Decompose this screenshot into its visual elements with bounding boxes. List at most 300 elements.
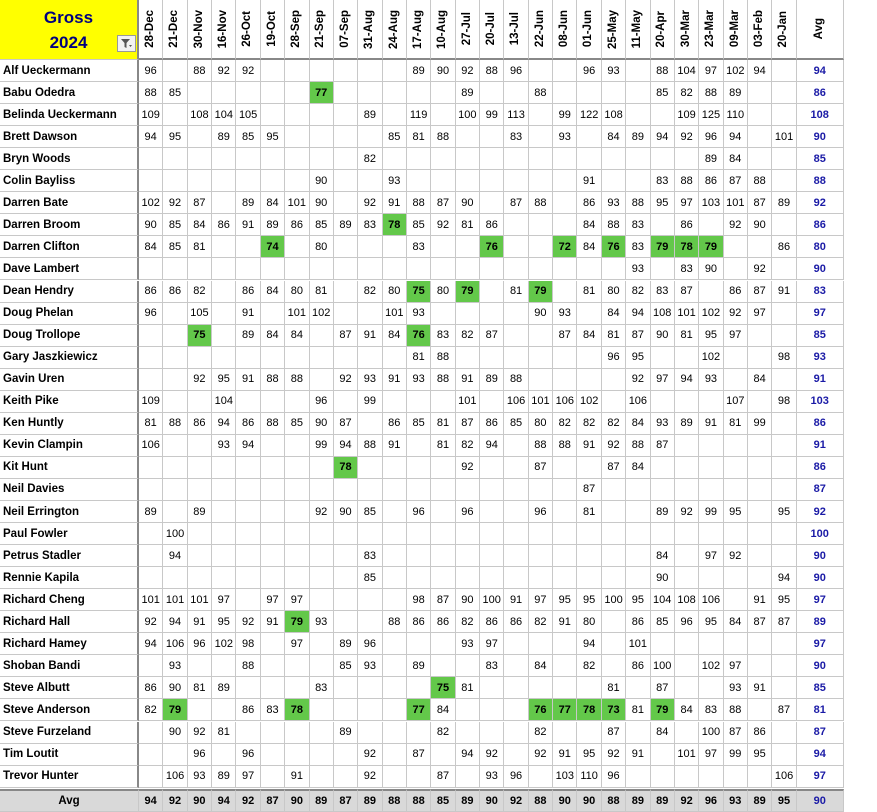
score-cell[interactable]: 84 xyxy=(626,457,650,479)
score-cell-highlight[interactable]: 77 xyxy=(407,699,431,721)
score-cell[interactable] xyxy=(310,589,334,611)
score-cell[interactable]: 91 xyxy=(577,170,601,192)
score-cell[interactable] xyxy=(358,611,382,633)
score-cell[interactable] xyxy=(577,677,601,699)
score-cell-highlight[interactable]: 76 xyxy=(602,236,626,258)
score-cell[interactable]: 92 xyxy=(358,766,382,788)
score-cell[interactable] xyxy=(163,479,187,501)
score-cell[interactable] xyxy=(456,170,480,192)
score-cell[interactable] xyxy=(480,347,504,369)
score-cell[interactable] xyxy=(261,545,285,567)
score-cell[interactable]: 94 xyxy=(626,303,650,325)
score-cell[interactable] xyxy=(334,126,358,148)
score-cell[interactable]: 89 xyxy=(407,655,431,677)
score-cell[interactable]: 97 xyxy=(724,655,748,677)
score-cell[interactable] xyxy=(651,744,675,766)
score-cell[interactable] xyxy=(212,303,236,325)
score-cell[interactable] xyxy=(431,655,455,677)
score-cell[interactable] xyxy=(577,722,601,744)
score-cell[interactable]: 85 xyxy=(651,611,675,633)
score-cell[interactable]: 88 xyxy=(188,60,212,82)
score-cell[interactable]: 93 xyxy=(310,611,334,633)
score-cell[interactable]: 88 xyxy=(699,82,723,104)
score-cell[interactable] xyxy=(310,347,334,369)
score-cell[interactable]: 82 xyxy=(553,413,577,435)
score-cell[interactable] xyxy=(431,744,455,766)
score-cell[interactable] xyxy=(724,766,748,788)
score-cell[interactable] xyxy=(553,60,577,82)
score-cell[interactable]: 87 xyxy=(529,457,553,479)
score-cell[interactable]: 82 xyxy=(529,722,553,744)
score-cell[interactable] xyxy=(188,126,212,148)
score-cell[interactable] xyxy=(626,479,650,501)
score-cell[interactable]: 80 xyxy=(431,281,455,303)
player-avg[interactable]: 86 xyxy=(797,413,844,435)
date-header[interactable] xyxy=(383,0,407,60)
score-cell[interactable] xyxy=(504,82,528,104)
score-cell[interactable] xyxy=(699,281,723,303)
score-cell[interactable] xyxy=(577,258,601,280)
score-cell[interactable] xyxy=(334,479,358,501)
score-cell[interactable] xyxy=(310,60,334,82)
score-cell[interactable] xyxy=(310,479,334,501)
score-cell[interactable] xyxy=(480,545,504,567)
score-cell[interactable] xyxy=(188,258,212,280)
score-cell[interactable]: 88 xyxy=(358,435,382,457)
player-name[interactable]: Trevor Hunter xyxy=(0,766,139,788)
score-cell[interactable] xyxy=(748,766,772,788)
score-cell[interactable] xyxy=(577,369,601,391)
score-cell[interactable]: 81 xyxy=(504,281,528,303)
score-cell[interactable]: 97 xyxy=(480,633,504,655)
score-cell[interactable]: 84 xyxy=(139,236,163,258)
score-cell[interactable]: 101 xyxy=(772,126,796,148)
score-cell[interactable] xyxy=(529,369,553,391)
score-cell[interactable]: 82 xyxy=(456,325,480,347)
score-cell[interactable] xyxy=(261,82,285,104)
score-cell[interactable] xyxy=(163,325,187,347)
player-avg[interactable]: 103 xyxy=(797,391,844,413)
score-cell[interactable]: 84 xyxy=(431,699,455,721)
score-cell[interactable] xyxy=(602,567,626,589)
score-cell[interactable] xyxy=(236,148,260,170)
score-cell[interactable]: 101 xyxy=(675,744,699,766)
score-cell[interactable]: 81 xyxy=(188,236,212,258)
score-cell[interactable]: 97 xyxy=(212,589,236,611)
score-cell[interactable] xyxy=(577,457,601,479)
score-cell[interactable] xyxy=(236,567,260,589)
score-cell[interactable] xyxy=(724,479,748,501)
score-cell-highlight[interactable]: 79 xyxy=(456,281,480,303)
score-cell[interactable]: 83 xyxy=(626,236,650,258)
score-cell[interactable]: 86 xyxy=(577,192,601,214)
score-cell[interactable] xyxy=(334,611,358,633)
score-cell[interactable] xyxy=(261,391,285,413)
score-cell[interactable]: 92 xyxy=(529,744,553,766)
score-cell[interactable]: 94 xyxy=(577,633,601,655)
score-cell[interactable]: 86 xyxy=(699,170,723,192)
score-cell[interactable]: 93 xyxy=(407,369,431,391)
score-cell[interactable]: 86 xyxy=(675,214,699,236)
score-cell[interactable] xyxy=(431,391,455,413)
score-cell[interactable]: 89 xyxy=(699,148,723,170)
score-cell[interactable] xyxy=(261,170,285,192)
score-cell[interactable] xyxy=(358,82,382,104)
score-cell[interactable] xyxy=(407,722,431,744)
score-cell[interactable]: 92 xyxy=(358,744,382,766)
score-cell-highlight[interactable]: 78 xyxy=(285,699,309,721)
score-cell[interactable] xyxy=(699,766,723,788)
score-cell[interactable] xyxy=(383,766,407,788)
score-cell[interactable]: 94 xyxy=(651,126,675,148)
score-cell[interactable] xyxy=(772,104,796,126)
score-cell[interactable]: 91 xyxy=(748,677,772,699)
score-cell[interactable] xyxy=(334,170,358,192)
score-cell[interactable]: 89 xyxy=(407,60,431,82)
score-cell[interactable]: 85 xyxy=(310,214,334,236)
score-cell[interactable]: 119 xyxy=(407,104,431,126)
score-cell[interactable] xyxy=(261,633,285,655)
player-name[interactable]: Neil Davies xyxy=(0,479,139,501)
score-cell[interactable] xyxy=(699,523,723,545)
score-cell[interactable]: 88 xyxy=(504,369,528,391)
score-cell[interactable] xyxy=(504,435,528,457)
score-cell[interactable]: 106 xyxy=(504,391,528,413)
score-cell[interactable]: 91 xyxy=(236,303,260,325)
score-cell[interactable] xyxy=(748,699,772,721)
score-cell[interactable] xyxy=(261,744,285,766)
score-cell[interactable] xyxy=(285,347,309,369)
score-cell[interactable]: 93 xyxy=(163,655,187,677)
score-cell[interactable] xyxy=(236,501,260,523)
player-name[interactable]: Keith Pike xyxy=(0,391,139,413)
score-cell[interactable] xyxy=(748,501,772,523)
player-avg[interactable]: 89 xyxy=(797,611,844,633)
score-cell[interactable] xyxy=(212,545,236,567)
score-cell[interactable]: 88 xyxy=(261,369,285,391)
player-name[interactable]: Bryn Woods xyxy=(0,148,139,170)
score-cell[interactable] xyxy=(188,347,212,369)
score-cell[interactable] xyxy=(261,479,285,501)
date-header[interactable] xyxy=(139,0,163,60)
score-cell[interactable]: 92 xyxy=(480,744,504,766)
score-cell[interactable] xyxy=(285,104,309,126)
score-cell[interactable] xyxy=(383,457,407,479)
score-cell[interactable]: 81 xyxy=(602,325,626,347)
score-cell[interactable]: 87 xyxy=(334,325,358,347)
score-cell-highlight[interactable]: 75 xyxy=(431,677,455,699)
score-cell[interactable] xyxy=(772,744,796,766)
score-cell[interactable] xyxy=(602,369,626,391)
score-cell[interactable] xyxy=(236,170,260,192)
player-avg[interactable]: 90 xyxy=(797,545,844,567)
score-cell[interactable]: 92 xyxy=(675,126,699,148)
score-cell[interactable]: 89 xyxy=(334,722,358,744)
score-cell[interactable]: 86 xyxy=(480,611,504,633)
score-cell[interactable] xyxy=(212,148,236,170)
score-cell[interactable]: 101 xyxy=(139,589,163,611)
score-cell[interactable] xyxy=(529,148,553,170)
score-cell[interactable]: 93 xyxy=(553,303,577,325)
score-cell[interactable]: 81 xyxy=(431,435,455,457)
score-cell[interactable] xyxy=(626,567,650,589)
score-cell[interactable] xyxy=(748,82,772,104)
score-cell[interactable]: 88 xyxy=(724,699,748,721)
score-cell[interactable]: 95 xyxy=(212,611,236,633)
date-header[interactable] xyxy=(407,0,431,60)
score-cell[interactable] xyxy=(748,479,772,501)
score-cell-highlight[interactable]: 78 xyxy=(334,457,358,479)
score-cell[interactable] xyxy=(577,148,601,170)
score-cell[interactable]: 95 xyxy=(626,589,650,611)
score-cell[interactable]: 90 xyxy=(310,170,334,192)
score-cell[interactable] xyxy=(139,170,163,192)
score-cell[interactable]: 113 xyxy=(504,104,528,126)
score-cell[interactable] xyxy=(261,722,285,744)
player-name[interactable]: Doug Phelan xyxy=(0,303,139,325)
score-cell[interactable] xyxy=(456,699,480,721)
score-cell[interactable]: 96 xyxy=(602,766,626,788)
score-cell[interactable]: 89 xyxy=(651,501,675,523)
score-cell[interactable]: 91 xyxy=(188,611,212,633)
score-cell[interactable] xyxy=(407,258,431,280)
score-cell[interactable]: 86 xyxy=(236,413,260,435)
score-cell[interactable]: 82 xyxy=(626,281,650,303)
score-cell[interactable] xyxy=(334,82,358,104)
date-header[interactable] xyxy=(261,0,285,60)
score-cell[interactable] xyxy=(529,258,553,280)
score-cell[interactable] xyxy=(651,523,675,545)
score-cell[interactable] xyxy=(602,633,626,655)
score-cell[interactable] xyxy=(310,325,334,347)
score-cell[interactable]: 85 xyxy=(163,214,187,236)
score-cell[interactable]: 83 xyxy=(261,699,285,721)
score-cell[interactable] xyxy=(675,347,699,369)
score-cell[interactable]: 87 xyxy=(772,611,796,633)
date-header[interactable] xyxy=(163,0,187,60)
score-cell[interactable]: 92 xyxy=(334,369,358,391)
score-cell[interactable]: 93 xyxy=(383,170,407,192)
score-cell[interactable]: 84 xyxy=(651,545,675,567)
score-cell[interactable] xyxy=(163,170,187,192)
score-cell[interactable] xyxy=(139,523,163,545)
player-avg[interactable]: 100 xyxy=(797,523,844,545)
score-cell[interactable] xyxy=(139,347,163,369)
score-cell[interactable] xyxy=(626,82,650,104)
score-cell[interactable]: 80 xyxy=(383,281,407,303)
score-cell[interactable]: 105 xyxy=(188,303,212,325)
score-cell[interactable] xyxy=(626,60,650,82)
score-cell[interactable]: 92 xyxy=(212,60,236,82)
score-cell[interactable] xyxy=(602,258,626,280)
score-cell[interactable] xyxy=(504,479,528,501)
score-cell[interactable] xyxy=(504,633,528,655)
score-cell[interactable]: 84 xyxy=(285,325,309,347)
score-cell[interactable] xyxy=(577,82,601,104)
score-cell[interactable] xyxy=(504,236,528,258)
score-cell[interactable]: 97 xyxy=(651,369,675,391)
score-cell[interactable] xyxy=(358,413,382,435)
score-cell[interactable] xyxy=(456,303,480,325)
score-cell[interactable] xyxy=(553,633,577,655)
score-cell[interactable] xyxy=(529,236,553,258)
score-cell[interactable]: 87 xyxy=(724,722,748,744)
score-cell[interactable] xyxy=(529,523,553,545)
score-cell[interactable] xyxy=(504,567,528,589)
score-cell[interactable]: 100 xyxy=(602,589,626,611)
score-cell[interactable] xyxy=(139,258,163,280)
score-cell[interactable]: 84 xyxy=(651,722,675,744)
score-cell[interactable] xyxy=(383,744,407,766)
score-cell[interactable]: 85 xyxy=(358,567,382,589)
score-cell[interactable] xyxy=(383,722,407,744)
score-cell[interactable]: 80 xyxy=(285,281,309,303)
score-cell[interactable]: 84 xyxy=(529,655,553,677)
score-cell[interactable] xyxy=(212,347,236,369)
score-cell[interactable]: 91 xyxy=(261,611,285,633)
score-cell[interactable] xyxy=(626,104,650,126)
score-cell[interactable] xyxy=(626,722,650,744)
score-cell[interactable] xyxy=(504,170,528,192)
score-cell[interactable] xyxy=(553,457,577,479)
score-cell[interactable]: 102 xyxy=(699,655,723,677)
score-cell[interactable] xyxy=(383,60,407,82)
score-cell[interactable] xyxy=(529,567,553,589)
score-cell[interactable]: 84 xyxy=(577,325,601,347)
score-cell[interactable] xyxy=(261,655,285,677)
score-cell[interactable]: 88 xyxy=(626,435,650,457)
score-cell[interactable] xyxy=(529,633,553,655)
score-cell[interactable] xyxy=(748,655,772,677)
score-cell[interactable] xyxy=(310,633,334,655)
score-cell[interactable] xyxy=(383,655,407,677)
score-cell[interactable] xyxy=(675,435,699,457)
score-cell[interactable]: 95 xyxy=(577,744,601,766)
score-cell[interactable] xyxy=(480,457,504,479)
player-name[interactable]: Steve Albutt xyxy=(0,677,139,699)
score-cell[interactable] xyxy=(407,391,431,413)
score-cell[interactable]: 89 xyxy=(456,82,480,104)
player-avg[interactable]: 92 xyxy=(797,501,844,523)
score-cell[interactable]: 92 xyxy=(188,722,212,744)
score-cell[interactable]: 88 xyxy=(602,214,626,236)
score-cell[interactable] xyxy=(553,214,577,236)
score-cell[interactable]: 92 xyxy=(724,214,748,236)
score-cell[interactable]: 87 xyxy=(626,325,650,347)
score-cell[interactable]: 81 xyxy=(577,281,601,303)
score-cell[interactable]: 83 xyxy=(480,655,504,677)
score-cell[interactable]: 86 xyxy=(383,413,407,435)
score-cell[interactable] xyxy=(456,126,480,148)
score-cell[interactable]: 106 xyxy=(139,435,163,457)
score-cell[interactable]: 86 xyxy=(163,281,187,303)
score-cell[interactable]: 89 xyxy=(724,82,748,104)
score-cell[interactable]: 90 xyxy=(456,589,480,611)
score-cell[interactable]: 87 xyxy=(553,325,577,347)
player-avg[interactable]: 86 xyxy=(797,457,844,479)
score-cell[interactable] xyxy=(577,347,601,369)
score-cell[interactable]: 96 xyxy=(504,766,528,788)
score-cell[interactable]: 87 xyxy=(748,192,772,214)
score-cell[interactable] xyxy=(358,722,382,744)
score-cell[interactable]: 108 xyxy=(675,589,699,611)
score-cell[interactable] xyxy=(383,82,407,104)
score-cell[interactable] xyxy=(602,501,626,523)
score-cell[interactable] xyxy=(285,545,309,567)
score-cell[interactable]: 104 xyxy=(212,104,236,126)
score-cell[interactable]: 88 xyxy=(431,126,455,148)
score-cell[interactable] xyxy=(504,523,528,545)
score-cell[interactable]: 83 xyxy=(699,699,723,721)
score-cell[interactable]: 88 xyxy=(553,435,577,457)
score-cell[interactable]: 98 xyxy=(772,391,796,413)
date-header[interactable] xyxy=(504,0,528,60)
player-name[interactable]: Richard Cheng xyxy=(0,589,139,611)
score-cell[interactable] xyxy=(675,633,699,655)
score-cell[interactable] xyxy=(504,545,528,567)
score-cell[interactable]: 84 xyxy=(724,611,748,633)
score-cell[interactable] xyxy=(188,523,212,545)
score-cell[interactable] xyxy=(139,325,163,347)
score-cell[interactable] xyxy=(626,523,650,545)
score-cell[interactable] xyxy=(699,633,723,655)
score-cell[interactable] xyxy=(285,501,309,523)
score-cell[interactable] xyxy=(310,457,334,479)
score-cell[interactable]: 90 xyxy=(748,214,772,236)
score-cell[interactable] xyxy=(139,655,163,677)
score-cell[interactable]: 93 xyxy=(358,369,382,391)
score-cell[interactable]: 81 xyxy=(407,126,431,148)
score-cell[interactable]: 82 xyxy=(139,699,163,721)
score-cell[interactable] xyxy=(285,479,309,501)
score-cell[interactable]: 81 xyxy=(456,677,480,699)
player-name[interactable]: Gary Jaszkiewicz xyxy=(0,347,139,369)
score-cell[interactable]: 96 xyxy=(188,744,212,766)
date-header[interactable] xyxy=(480,0,504,60)
score-cell[interactable] xyxy=(626,677,650,699)
score-cell[interactable]: 93 xyxy=(553,126,577,148)
player-avg[interactable]: 92 xyxy=(797,192,844,214)
score-cell[interactable]: 88 xyxy=(407,192,431,214)
score-cell[interactable] xyxy=(772,479,796,501)
score-cell[interactable] xyxy=(285,567,309,589)
score-cell[interactable] xyxy=(261,347,285,369)
score-cell[interactable] xyxy=(407,545,431,567)
score-cell[interactable] xyxy=(748,391,772,413)
score-cell[interactable] xyxy=(772,435,796,457)
score-cell[interactable] xyxy=(139,545,163,567)
score-cell[interactable]: 91 xyxy=(553,744,577,766)
score-cell[interactable] xyxy=(553,281,577,303)
score-cell[interactable]: 88 xyxy=(748,170,772,192)
score-cell[interactable] xyxy=(699,391,723,413)
score-cell[interactable]: 97 xyxy=(285,589,309,611)
score-cell[interactable] xyxy=(310,523,334,545)
score-cell[interactable]: 94 xyxy=(772,567,796,589)
score-cell[interactable] xyxy=(553,479,577,501)
score-cell[interactable]: 91 xyxy=(383,192,407,214)
score-cell[interactable]: 88 xyxy=(529,435,553,457)
player-name[interactable]: Kit Hunt xyxy=(0,457,139,479)
score-cell[interactable] xyxy=(651,479,675,501)
score-cell[interactable]: 91 xyxy=(504,589,528,611)
score-cell[interactable]: 86 xyxy=(236,281,260,303)
score-cell[interactable] xyxy=(772,677,796,699)
player-name[interactable]: Brett Dawson xyxy=(0,126,139,148)
score-cell[interactable] xyxy=(407,523,431,545)
score-cell[interactable]: 96 xyxy=(407,501,431,523)
score-cell[interactable] xyxy=(261,501,285,523)
